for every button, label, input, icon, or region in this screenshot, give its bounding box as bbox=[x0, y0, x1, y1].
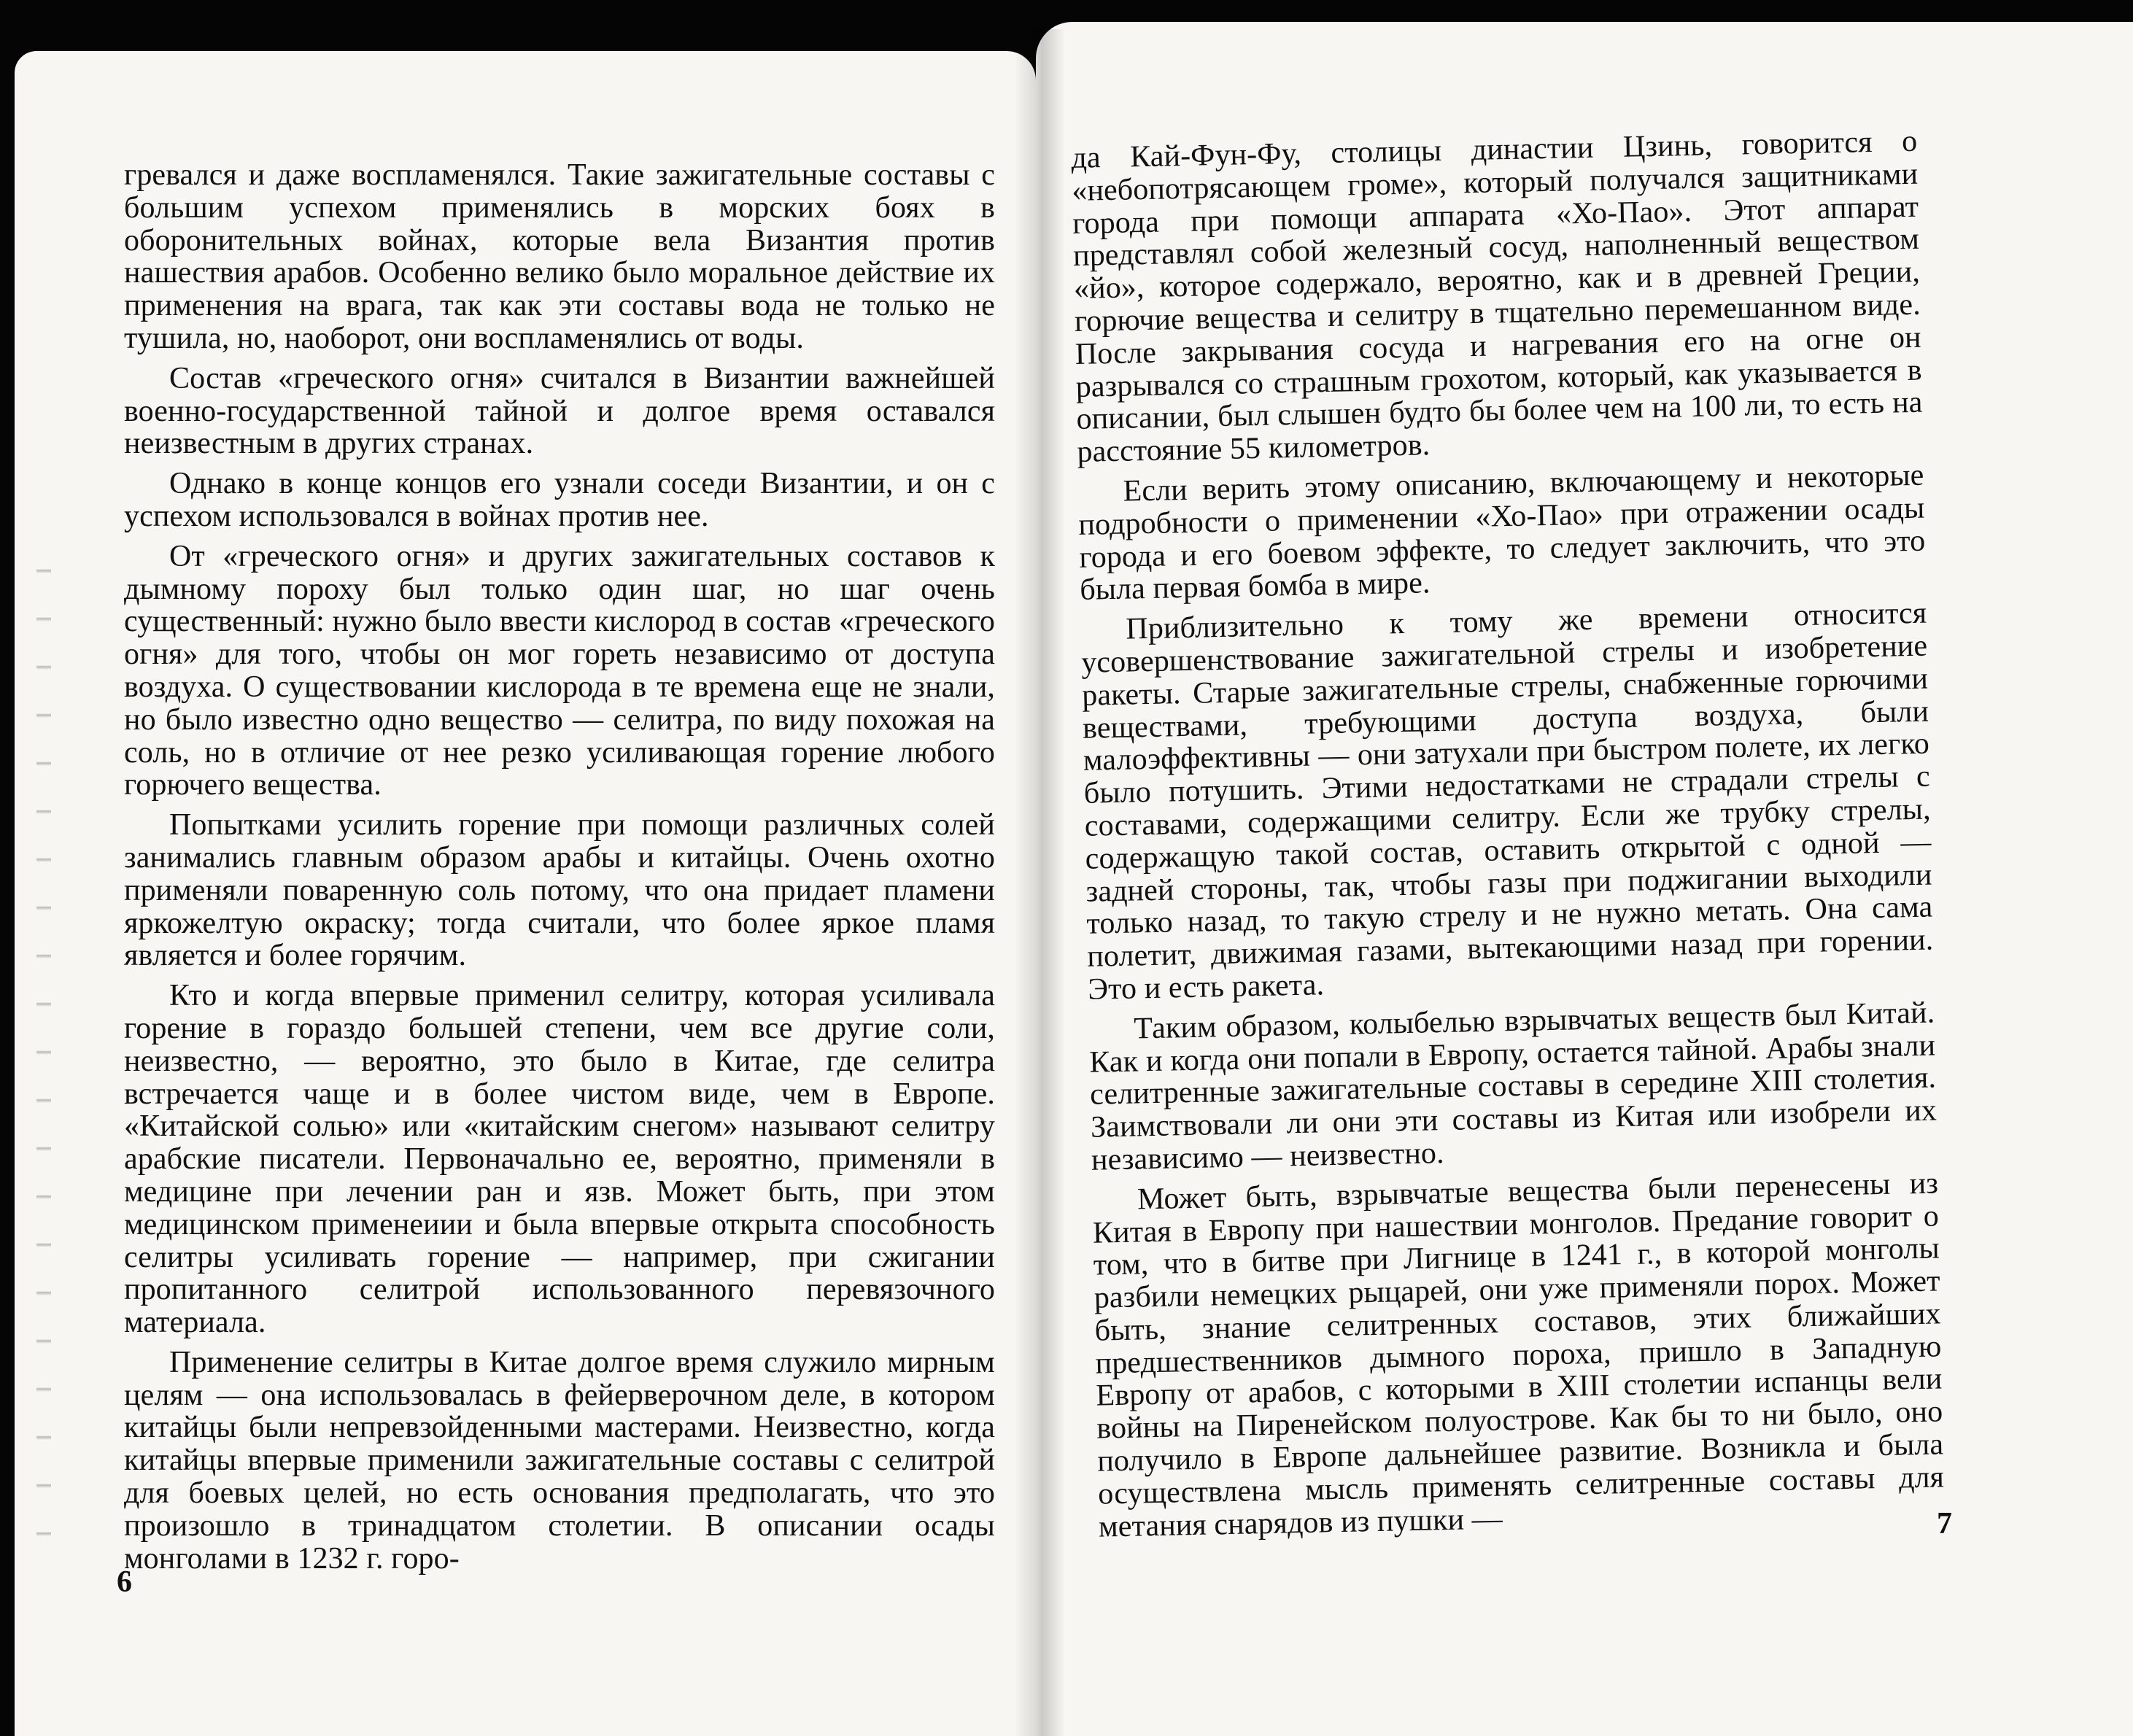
paragraph: От «греческого огня» и других зажигательных составов к дымному пороху был только один шаг, но шаг очень существенный: нужно было ввести кислород в состав «греческого огня» для того, чтобы он мог гореть независимо от доступа воздуха. О существовании кислорода в те времена еще не знали, но было известно одно вещество — селитра, по виду похожая на соль, но в отличие от нее резко усиливающая горение любого горючего вещества. bbox=[124, 539, 995, 802]
page-number: 6 bbox=[117, 1565, 132, 1599]
page-edge-specks bbox=[36, 525, 51, 1546]
paragraph: гревался и даже воспламенялся. Такие зажигательные составы с большим успехом применялись в морских боях в оборонительных войнах, которые вела Византия против нашествия арабов. Особенно велико было моральное действие их применения на врага, так как эти составы вода не только не тушила, но, наоборот, они воспламенялись от воды. bbox=[124, 158, 995, 355]
right-page bbox=[1036, 22, 2133, 1736]
paragraph: Применение селитры в Китае долгое время служило мирным целям — она использовалась в фейерверочном деле, в котором китайцы были непревзойденными мастерами. Неизвестно, когда китайцы впервые применили зажигательные составы с селитрой для боевых целей, но есть основания предполагать, что это произошло в тринадцатом столетии. В описании осады монголами в 1232 г. горо- bbox=[124, 1345, 995, 1576]
paragraph: Попытками усилить горение при помощи различных солей занимались главным образом арабы и китайцы. Очень охотно применяли поваренную соль потому, что она придает пламени яркожелтую окраску; тогда считали, что более яркое пламя является и более горячим. bbox=[124, 808, 995, 973]
paragraph: Таким образом, колыбелью взрывчатых веществ был Китай. Как и когда они попали в Европу, остается тайной. Арабы знали селитренные зажигательные составы в середине XIII столетия. Заимствовали ли они эти составы из Китая или изобрели их независимо — неизвестно. bbox=[1088, 996, 1937, 1177]
paragraph: Однако в конце концов его узнали соседи Византии, и он с успехом использовался в войнах против нее. bbox=[124, 467, 995, 533]
paragraph: Кто и когда впервые применил селитру, которая усиливала горение в гораздо большей степени, чем все другие соли, неизвестно, — вероятно, это было в Китае, где селитра встречается чаще и в более чистом виде, чем в Европе. «Китайской солью» или «китайским снегом» называют селитру арабские писатели. Первоначально ее, вероятно, применяли в медицине при лечении ран и язв. Может быть, при этом медицинском применеиии и была впервые открыта способность селитры усиливать горение — например, при сжигании пропитанного селитрой использованного перевязочного материала. bbox=[124, 979, 995, 1340]
paragraph: Приблизительно к тому же времени относится усовершенствование зажигательной стрелы и изобретение ракеты. Старые зажигательные стрелы, снабженные горючими веществами, требующими доступа воздуха, были малоэффективны — они затухали при быстром полете, их легко было потушить. Этими недостатками не страдали стрелы с составами, содержащими селитру. Если же трубку стрелы, содержащую такой состав, оставить открытой с одной — задней стороны, так, чтобы газы при поджигании выходили только назад, то такую стрелу и не нужно метать. Она сама полетит, движимая газами, вытекающими назад при горении. Это и есть ракета. bbox=[1080, 596, 1934, 1007]
left-page-text bbox=[124, 159, 995, 1582]
book-gutter bbox=[1014, 29, 1065, 1736]
right-page-text bbox=[1071, 125, 1946, 1551]
left-page bbox=[15, 51, 1036, 1736]
page-number: 7 bbox=[1937, 1507, 1952, 1541]
paragraph: да Кай-Фун-Фу, столицы династии Цзинь, говорится о «небопотрясающем громе», который получался защитниками города при помощи аппарата «Хо-Пао». Этот аппарат представлял собой железный сосуд, наполненный веществом «йо», которое содержало, вероятно, как и в древней Греции, горючие вещества и селитру в тщательно перемешанном виде. После закрывания сосуда и нагревания его на огне он разрывался со страшным грохотом, который, как указывается в описании, был слышен будто бы более чем на 100 ли, то есть на расстояние 55 километров. bbox=[1070, 124, 1923, 470]
paragraph: Может быть, взрывчатые вещества были перенесены из Китая в Европу при нашествии монголов. Предание говорит о том, что в битве при Лигнице в 1241 г., в которой монголы разбили немецких рыцарей, они уже применяли порох. Может быть, знание селитренных составов, этих ближайших предшественников дымного пороха, пришло в Западную Европу от арабов, с которыми в XIII столетии испанцы вели войны на Пиренейском полуострове. Как бы то ни было, оно получило в Европе дальнейшее развитие. Возникла и была осуществлена мысль применять селитренные составы для метания снарядов из пушки — bbox=[1092, 1166, 1945, 1544]
paragraph: Состав «греческого огня» считался в Византии важнейшей военно-государственной тайной и долгое время оставался неизвестным в других странах. bbox=[124, 361, 995, 461]
paragraph: Если верить этому описанию, включающему и некоторые подробности о применении «Хо-Пао» при отражении осады города и его боевом эффекте, то следует заключить, что это была первая бомба в мире. bbox=[1078, 458, 1926, 608]
